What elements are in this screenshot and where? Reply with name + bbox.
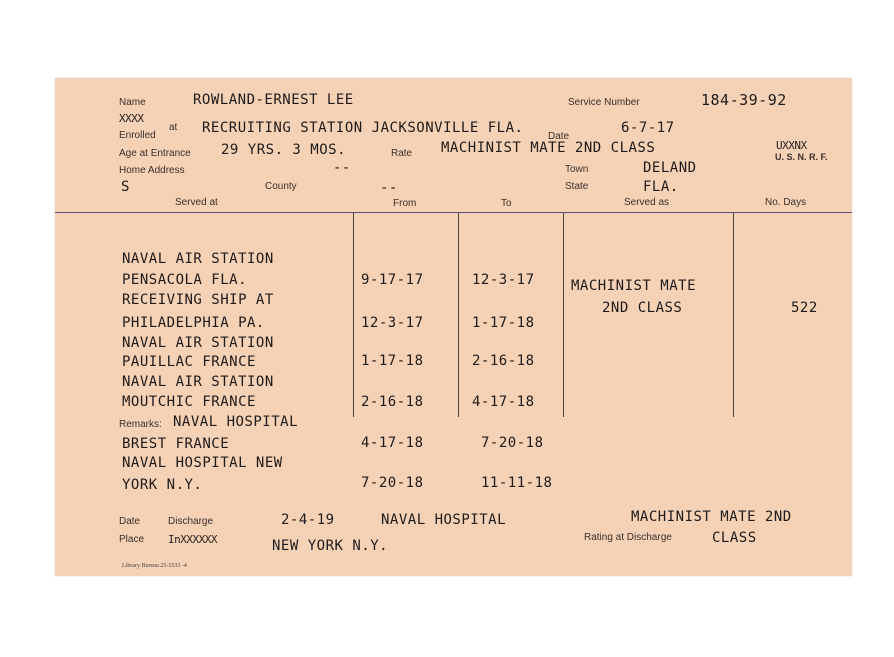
rate-value: MACHINIST MATE 2ND CLASS bbox=[441, 140, 656, 156]
rating-line-2: CLASS bbox=[712, 530, 757, 546]
remarks-label: Remarks: bbox=[119, 419, 162, 430]
remarks-to-3: 11-11-18 bbox=[481, 475, 553, 491]
remarks-from-1: 4-17-18 bbox=[361, 435, 424, 451]
service-to-1: 12-3-17 bbox=[472, 272, 535, 288]
rating-line-1: MACHINIST MATE 2ND bbox=[631, 509, 792, 525]
service-from-1: 9-17-17 bbox=[361, 272, 424, 288]
enrolled-at-value: RECRUITING STATION JACKSONVILLE FLA. bbox=[202, 120, 524, 136]
divider-to bbox=[458, 213, 459, 417]
street-value: S bbox=[121, 179, 130, 195]
county-label: County bbox=[265, 181, 297, 192]
service-place-7: MOUTCHIC FRANCE bbox=[122, 394, 256, 410]
service-place-1: PENSACOLA FLA. bbox=[122, 272, 248, 288]
service-place-6: NAVAL AIR STATION bbox=[122, 374, 274, 390]
divider-from bbox=[353, 213, 354, 417]
service-place-2: RECEIVING SHIP AT bbox=[122, 292, 274, 308]
service-to-7: 4-17-18 bbox=[472, 394, 535, 410]
age-label: Age at Entrance bbox=[119, 148, 191, 159]
remarks-place-1: BREST FRANCE bbox=[122, 436, 230, 452]
service-place-4: NAVAL AIR STATION bbox=[122, 335, 274, 351]
discharge-label: Discharge bbox=[168, 516, 214, 527]
enrolled-date-value: 6-7-17 bbox=[621, 120, 675, 136]
service-place-5: PAUILLAC FRANCE bbox=[122, 354, 256, 370]
town-label: Town bbox=[565, 164, 589, 175]
rating-label: Rating at Discharge bbox=[584, 532, 672, 543]
home-address-label: Home Address bbox=[119, 165, 185, 176]
name-label: Name bbox=[119, 97, 146, 108]
town-value: DELAND bbox=[643, 160, 697, 176]
remarks-place-2: NAVAL HOSPITAL NEW bbox=[122, 455, 283, 471]
remarks-from-3: 7-20-18 bbox=[361, 475, 424, 491]
enrolled-label: Enrolled bbox=[119, 130, 156, 141]
service-place-0: NAVAL AIR STATION bbox=[122, 251, 274, 267]
state-value: FLA. bbox=[643, 179, 679, 195]
divider-served-as bbox=[563, 213, 564, 417]
at-label: at bbox=[169, 122, 178, 133]
col-served-at: Served at bbox=[175, 197, 218, 208]
printer-imprint: Library Bureau 25-1533 -4 bbox=[122, 563, 187, 569]
no-days-value: 522 bbox=[791, 300, 818, 316]
service-record-card bbox=[55, 78, 852, 576]
discharge-place-value: NEW YORK N.Y. bbox=[272, 538, 389, 554]
col-served-as: Served as bbox=[624, 197, 670, 208]
col-to: To bbox=[501, 198, 512, 209]
service-from-3: 12-3-17 bbox=[361, 315, 424, 331]
discharge-where-value: NAVAL HOSPITAL bbox=[381, 512, 507, 528]
divider-no-days bbox=[733, 213, 734, 417]
date-label: Date bbox=[548, 131, 570, 142]
name-value: ROWLAND-ERNEST LEE bbox=[193, 92, 354, 108]
served-as-line-2: 2ND CLASS bbox=[602, 300, 683, 316]
service-number-value: 184-39-92 bbox=[701, 91, 787, 109]
county-value: -- bbox=[380, 180, 398, 196]
service-number-label: Service Number bbox=[568, 97, 640, 108]
discharge-place-label: Place bbox=[119, 534, 145, 545]
service-from-5: 1-17-18 bbox=[361, 353, 424, 369]
rate-label: Rate bbox=[391, 148, 413, 159]
discharge-struck: InXXXXXX bbox=[168, 533, 217, 546]
service-to-3: 1-17-18 bbox=[472, 315, 535, 331]
discharge-date-value: 2-4-19 bbox=[281, 512, 335, 528]
col-no-days: No. Days bbox=[765, 197, 807, 208]
corps-value: U. S. N. R. F. bbox=[775, 152, 828, 162]
age-value: 29 YRS. 3 MOS. bbox=[221, 142, 347, 158]
discharge-date-label: Date bbox=[119, 516, 141, 527]
corps-struck: UXXNX bbox=[776, 139, 807, 152]
service-to-5: 2-16-18 bbox=[472, 353, 535, 369]
service-from-7: 2-16-18 bbox=[361, 394, 424, 410]
remarks-place-3: YORK N.Y. bbox=[122, 477, 203, 493]
state-label: State bbox=[565, 181, 589, 192]
service-place-3: PHILADELPHIA PA. bbox=[122, 315, 265, 331]
home-address-value: -- bbox=[333, 160, 351, 176]
served-as-line-1: MACHINIST MATE bbox=[571, 278, 697, 294]
col-from: From bbox=[393, 198, 417, 209]
remarks-to-1: 7-20-18 bbox=[481, 435, 544, 451]
enrolled-struck: XXXX bbox=[119, 112, 144, 125]
remarks-place-0: NAVAL HOSPITAL bbox=[173, 414, 299, 430]
